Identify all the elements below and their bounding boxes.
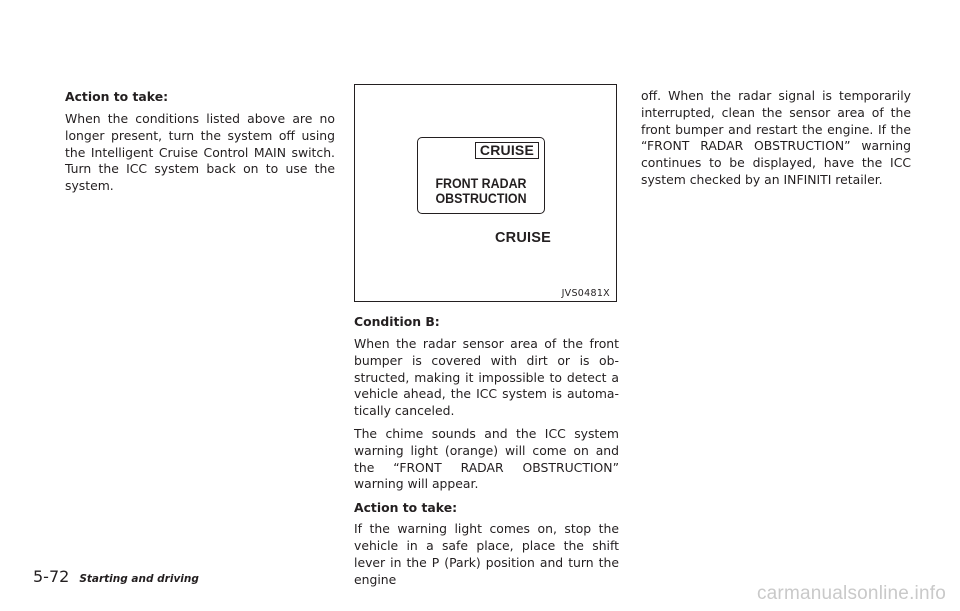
- figure-code: JVS0481X: [561, 288, 610, 299]
- continuation-paragraph: off. When the radar signal is temporarily interrupted, clean the sensor area of the front bumper and restart the engine. If the “FRONT RADAR OBSTRUCTION” warning continues to be displayed, have the ICC system checked by an INFINITI retailer.: [641, 88, 911, 187]
- section-title: Starting and driving: [79, 573, 199, 585]
- cruise-warning-lamp: CRUISE: [495, 230, 551, 246]
- chime-paragraph: The chime sounds and the ICC system warning light (orange) will come on and the “FRONT RADAR OBSTRUCTION” warning will appear.: [354, 425, 619, 492]
- action-heading-2: Action to take:: [354, 500, 458, 516]
- warning-light-paragraph: If the warning light comes on, stop the vehicle in a safe place, place the shift lever in the P (Park) position and turn the engine: [354, 521, 619, 587]
- page-footer: [33, 567, 199, 586]
- page-number: 5-72: [33, 567, 70, 586]
- column-middle: [354, 84, 619, 594]
- condition-b-paragraph: When the radar sensor area of the front bumper is covered with dirt or is obstructed, making it impossible to detect a vehicle ahead, the ICC system is automatically canceled.: [354, 336, 619, 419]
- dashboard-display-figure: [354, 84, 617, 302]
- action-paragraph: When the conditions listed above are no longer present, turn the system off using the Intelligent Cruise Control MAIN switch. Turn the ICC system back on to use the system.: [65, 111, 335, 194]
- column-right: [641, 88, 911, 195]
- cruise-indicator: CRUISE: [475, 142, 539, 159]
- condition-b-heading: Condition B:: [354, 314, 440, 329]
- watermark: carmanualsonline.info: [756, 583, 946, 604]
- display-screen: [417, 137, 545, 214]
- front-radar-obstruction-message: FRONT RADAR OBSTRUCTION: [435, 176, 527, 206]
- column-left: [65, 88, 335, 201]
- action-heading: Action to take:: [65, 89, 169, 104]
